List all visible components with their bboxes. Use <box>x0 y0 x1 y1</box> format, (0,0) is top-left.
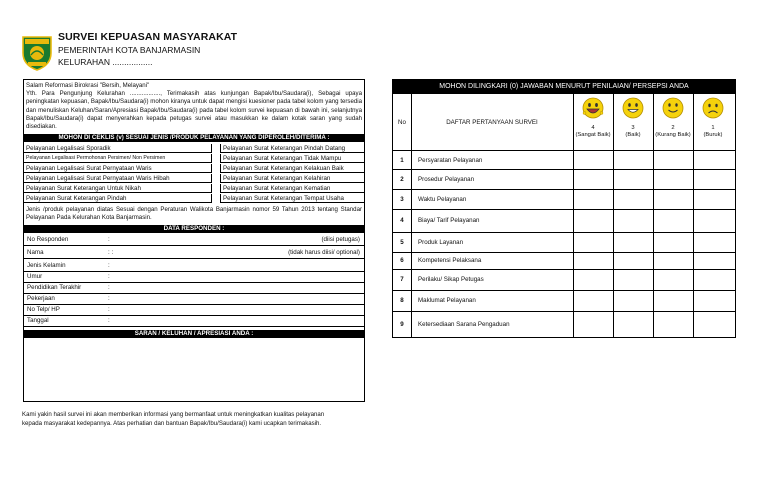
rating-text: (Baik) <box>625 131 641 138</box>
respondent-field-no[interactable] <box>24 235 364 246</box>
rating-label-3 <box>613 125 653 139</box>
service-option[interactable]: Pelayanan Surat Keterangan Kelakuan Baik <box>220 164 364 173</box>
service-option[interactable]: Pelayanan Surat Keterangan Pindah Datang <box>220 144 364 153</box>
rating-label-2 <box>653 125 693 139</box>
field-label: Pendidikan Terakhir <box>27 284 82 291</box>
grid-line <box>393 189 735 190</box>
question-number: 3 <box>400 196 404 203</box>
rating-table <box>392 79 736 338</box>
field-colon: : : <box>108 249 114 256</box>
question-number: 6 <box>400 257 404 264</box>
respondent-field-name[interactable] <box>24 248 364 259</box>
field-label: Nama <box>27 249 44 256</box>
col-no-header: No <box>398 119 406 126</box>
question-number: 9 <box>400 321 404 328</box>
happy-face-icon <box>622 97 644 119</box>
question-text: Produk Layanan <box>418 239 464 246</box>
rating-value: 1 <box>711 125 715 131</box>
question-number: 2 <box>400 176 404 183</box>
rating-value: 2 <box>671 125 675 131</box>
grid-line <box>411 94 412 338</box>
question-text: Kompetensi Pelaksana <box>418 257 482 264</box>
field-label: Umur <box>27 273 43 280</box>
question-text: Maklumat Pelayanan <box>418 297 476 304</box>
respondent-field-occupation[interactable] <box>24 294 364 305</box>
question-text: Biaya/ Tarif Pelayanan <box>418 217 480 224</box>
form-title: SURVEI KEPUASAN MASYARAKAT <box>58 31 238 43</box>
grid-line <box>393 269 735 270</box>
sad-face-icon <box>702 97 724 119</box>
feedback-textarea[interactable] <box>24 338 364 401</box>
rating-value: 3 <box>631 125 635 131</box>
field-colon: : <box>108 262 110 269</box>
grid-line <box>393 150 735 151</box>
service-option[interactable]: Pelayanan Surat Keterangan Kematian <box>220 184 364 193</box>
service-option[interactable]: Pelayanan Surat Keterangan Tempat Usaha <box>220 194 364 203</box>
rating-text: (Buruk) <box>703 131 723 138</box>
closing-line-2: kepada masyarakat kedepannya. Atas perhatian dan bantuan Bapak/Ibu/Saudara(i) kami ucapkan terimakasih. <box>22 420 322 427</box>
survey-form-left <box>23 79 365 402</box>
question-number: 5 <box>400 239 404 246</box>
closing-line-1: Kami yakin hasil survei ini akan memberikan informasi yang bermanfaat untuk meningkatkan kualitas pelayanan <box>22 411 325 418</box>
government-name: PEMERINTAH KOTA BANJARMASIN <box>58 45 201 55</box>
question-number: 7 <box>400 276 404 283</box>
question-number: 4 <box>400 217 404 224</box>
intro-body: Yth. Para Pengunjung Kelurahan .................., Terimakasih atas kunjungan Bapak/Ibu/Saudara(i), Sebagai upaya peningkatan kepuasan, Bapak/Ibu/Saudara(i) mohon kiranya untuk dapat mengisi kuesioner pada tabel kolom yang tersedia dan menuliskan Keluhan/Saran/Apresiasi Bapak/Ibu/Saudara(i) pada tabel kolom survei kepuasan di bawah ini, selanjutnya Bapak/Ibu/Saudara(i) dapat menyerahkan kepada petugas survei atau masukkan ke dalam kotak saran yang sudah disediakan. <box>26 90 362 131</box>
intro-text <box>26 82 362 131</box>
col-question-header: DAFTAR PERTANYAAN SURVEI <box>446 119 538 126</box>
city-emblem-logo <box>20 33 54 71</box>
respondent-field-date[interactable] <box>24 316 364 327</box>
field-colon: : <box>108 236 110 243</box>
respondent-header: DATA RESPONDEN : <box>24 225 364 233</box>
respondent-field-education[interactable] <box>24 283 364 294</box>
feedback-header: SARAN / KELUHAN / APRESIASI ANDA : <box>24 330 364 338</box>
kelurahan-name: KELURAHAN ................. <box>58 57 153 67</box>
grid-line <box>393 169 735 170</box>
greeting: Salam Reformasi Birokrasi "Bersih, Melayani" <box>26 82 150 89</box>
service-option[interactable]: Pelayanan Surat Keterangan Pindah <box>24 194 212 203</box>
rating-label-4 <box>573 125 613 139</box>
respondent-field-age[interactable] <box>24 272 364 283</box>
field-colon: : <box>108 295 110 302</box>
question-text: Ketersediaan Sarana Pengaduan <box>418 321 510 328</box>
service-option[interactable]: Pelayanan Legalisasi Permohonan Persimen/ Non Persimen <box>24 154 212 163</box>
field-label: No Responden <box>27 236 69 243</box>
service-option[interactable]: Pelayanan Legalisasi Surat Pernyataan Waris Hibah <box>24 174 212 183</box>
rating-table-header: MOHON DILINGKARI (0) JAWABAN MENURUT PENILAIAN/ PERSEPSI ANDA <box>393 80 735 94</box>
question-text: Waktu Pelayanan <box>418 196 467 203</box>
service-option[interactable]: Pelayanan Surat Keterangan Tidak Mampu <box>220 154 364 163</box>
grid-line <box>393 252 735 253</box>
rating-text: (Kurang Baik) <box>655 131 691 138</box>
rating-value: 4 <box>591 125 595 131</box>
question-number: 8 <box>400 297 404 304</box>
field-colon: : <box>108 306 110 313</box>
services-header: MOHON DI CEKLIS (v) SESUAI JENIS /PRODUK PELAYANAN YANG DIPEROLEH/DITERIMA : <box>24 134 364 142</box>
question-text: Prosedur Pelayanan <box>418 176 475 183</box>
service-option[interactable]: Pelayanan Surat Keterangan Untuk Nikah <box>24 184 212 193</box>
closing-note <box>22 410 372 428</box>
field-label: Jenis Kelamin <box>27 262 66 269</box>
grid-line <box>393 209 735 210</box>
very-happy-face-icon <box>582 97 604 119</box>
field-hint: (tidak harus diisi/ optional) <box>288 249 360 256</box>
service-option[interactable]: Pelayanan Legalisasi Sporadik <box>24 144 212 153</box>
respondent-field-phone[interactable] <box>24 305 364 316</box>
field-colon: : <box>108 317 110 324</box>
grid-line <box>393 290 735 291</box>
service-option[interactable]: Pelayanan Legalisasi Surat Pernyataan Waris <box>24 164 212 173</box>
rating-text: (Sangat Baik) <box>575 131 611 138</box>
question-text: Perilaku/ Sikap Petugas <box>418 276 484 283</box>
grid-line <box>393 311 735 312</box>
field-colon: : <box>108 273 110 280</box>
rating-label-1 <box>693 125 733 139</box>
respondent-field-gender[interactable] <box>24 261 364 272</box>
field-label: Pekerjaan <box>27 295 55 302</box>
service-option[interactable]: Pelayanan Surat Keterangan Kelahiran <box>220 174 364 183</box>
regulation-note: Jenis /produk pelayanan diatas Sesuai dengan Peraturan Walikota Banjarmasin nomor 59 Tahun 2013 tentang Standar Pelayanan Pada Kelurahan Kota Banjarmasin. <box>26 206 362 222</box>
smile-face-icon <box>662 97 684 119</box>
field-label: Tanggal <box>27 317 49 324</box>
question-text: Persyaratan Pelayanan <box>418 157 483 164</box>
question-number: 1 <box>400 157 404 164</box>
field-label: No Telp/ HP <box>27 306 60 313</box>
grid-line <box>393 232 735 233</box>
field-hint: (diisi petugas) <box>321 236 360 243</box>
field-colon: : <box>108 284 110 291</box>
